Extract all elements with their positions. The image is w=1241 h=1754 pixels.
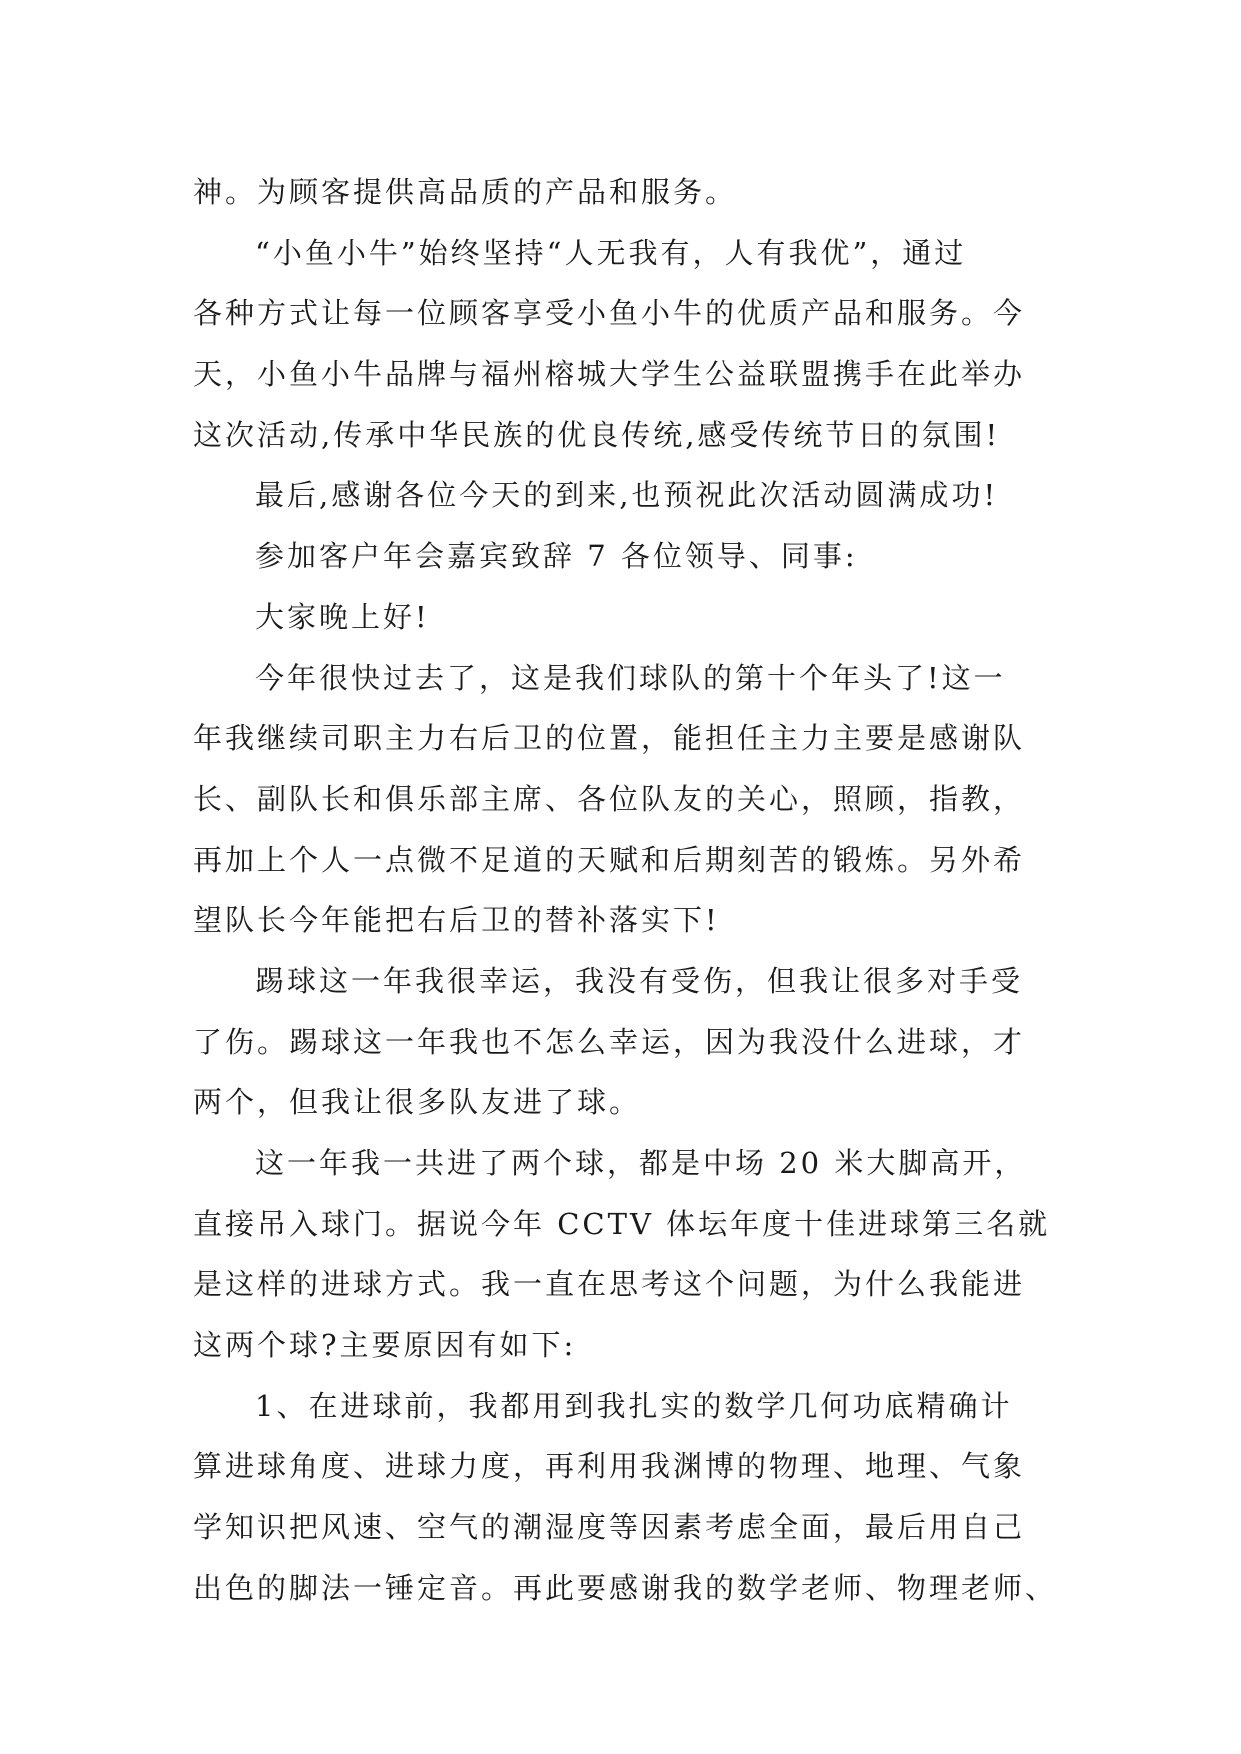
text-line: 算进球角度、进球力度，再利用我渊博的物理、地理、气象: [193, 1449, 1026, 1484]
text-line: 各种方式让每一位顾客享受小鱼小牛的优质产品和服务。今: [193, 296, 1026, 331]
text-line: 踢球这一年我很幸运，我没有受伤，但我让很多对手受: [255, 963, 1024, 998]
text-line: 是这样的进球方式。我一直在思考这个问题，为什么我能进: [193, 1267, 1026, 1302]
text-line: 出色的脚法一锤定音。再此要感谢我的数学老师、物理老师、: [193, 1570, 1058, 1605]
text-line: 这次活动,传承中华民族的优良传统,感受传统节日的氛围!: [193, 417, 1001, 452]
text-line: 年我继续司职主力右后卫的位置，能担任主力主要是感谢队: [193, 721, 1026, 756]
text-line: 大家晚上好!: [255, 599, 430, 634]
text-line: 这一年我一共进了两个球，都是中场 20 米大脚高开，: [255, 1146, 1027, 1180]
text-line: “小鱼小牛”始终坚持“人无我有，人有我优”，通过: [255, 235, 967, 270]
text-line: 参加客户年会嘉宾致辞 7 各位领导、同事:: [255, 539, 858, 574]
text-line: 最后,感谢各位今天的到来,也预祝此次活动圆满成功!: [255, 478, 999, 513]
text-line: 天，小鱼小牛品牌与福州榕城大学生公益联盟携手在此举办: [193, 357, 1026, 392]
text-line: 神。为顾客提供高品质的产品和服务。: [193, 175, 738, 209]
text-line: 长、副队长和俱乐部主席、各位队友的关心，照顾，指教，: [193, 781, 1026, 816]
text-line: 今年很快过去了，这是我们球队的第十个年头了!这一: [255, 660, 1006, 695]
text-line: 再加上个人一点微不足道的天赋和后期刻苦的锻炼。另外希: [193, 842, 1026, 877]
text-line: 1、在进球前，我都用到我扎实的数学几何功底精确计: [255, 1388, 1013, 1423]
text-line: 望队长今年能把右后卫的替补落实下!: [193, 903, 720, 938]
text-line: 了伤。踢球这一年我也不怎么幸运，因为我没什么进球，才: [193, 1024, 1026, 1059]
text-line: 两个，但我让很多队友进了球。: [193, 1085, 642, 1120]
text-line: 这两个球?主要原因有如下:: [193, 1328, 577, 1363]
text-line: 学知识把风速、空气的潮湿度等因素考虑全面，最后用自己: [193, 1510, 1026, 1545]
document-body: [193, 162, 1063, 1619]
text-line: 直接吊入球门。据说今年 CCTV 体坛年度十佳进球第三名就: [193, 1206, 1051, 1241]
